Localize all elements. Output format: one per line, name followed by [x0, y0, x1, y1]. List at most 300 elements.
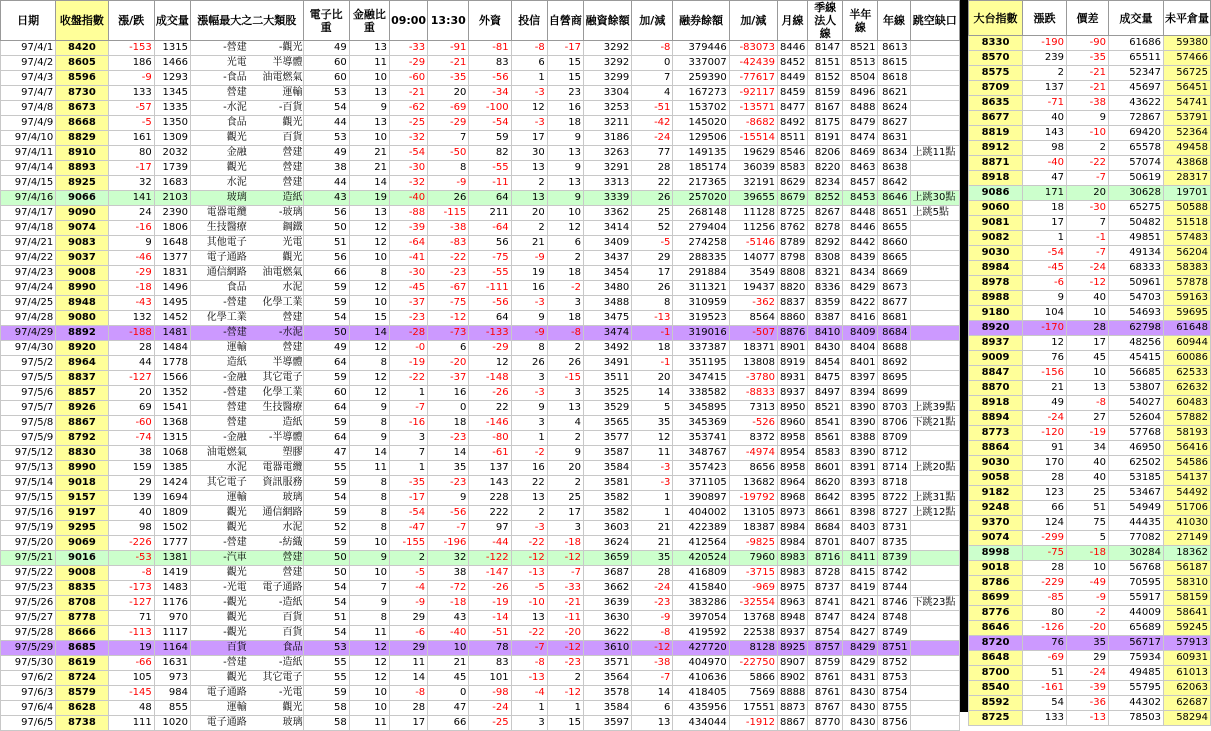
cell-md[interactable]: -5: [632, 236, 673, 251]
cell-a[interactable]: -21: [389, 86, 427, 101]
futures-cell-ro[interactable]: 58310: [1164, 576, 1211, 591]
cell-v[interactable]: 1352: [154, 386, 190, 401]
futures-cell-rv[interactable]: 56768: [1109, 561, 1164, 576]
cell-ma[interactable]: 8820: [777, 281, 807, 296]
cell-v[interactable]: 1377: [154, 251, 190, 266]
cell-b[interactable]: -22: [428, 251, 469, 266]
column-header[interactable]: 融券餘額: [673, 1, 729, 41]
futures-cell-ri[interactable]: 9030: [969, 246, 1023, 261]
cell-m[interactable]: 3584: [583, 701, 631, 716]
cell-h[interactable]: 8416: [843, 311, 878, 326]
cell-ma[interactable]: 8679: [777, 191, 807, 206]
futures-cell-rc[interactable]: -54: [1023, 246, 1067, 261]
cell-f[interactable]: 11: [349, 716, 389, 731]
cell-it[interactable]: -3: [511, 86, 547, 101]
cell-it[interactable]: 13: [511, 161, 547, 176]
cell-e[interactable]: 60: [303, 56, 349, 71]
cell-q[interactable]: 8151: [808, 56, 843, 71]
cell-i[interactable]: 9066: [56, 191, 108, 206]
futures-cell-rc[interactable]: -299: [1023, 531, 1067, 546]
cell-d[interactable]: 97/5/19: [1, 521, 56, 536]
cell-fi[interactable]: 82: [469, 146, 511, 161]
top-sectors-cell[interactable]: [190, 611, 303, 626]
futures-cell-rv[interactable]: 72867: [1109, 111, 1164, 126]
futures-cell-rv[interactable]: 56717: [1109, 636, 1164, 651]
cell-it[interactable]: -8: [511, 41, 547, 56]
cell-y[interactable]: 8749: [878, 626, 910, 641]
cell-m[interactable]: 3571: [583, 656, 631, 671]
cell-sdd[interactable]: -969: [729, 581, 777, 596]
cell-i[interactable]: 8920: [56, 341, 108, 356]
cell-md[interactable]: 18: [632, 341, 673, 356]
futures-cell-ro[interactable]: 18362: [1164, 546, 1211, 561]
cell-g[interactable]: [910, 326, 959, 341]
cell-h[interactable]: 8434: [843, 266, 878, 281]
top-sectors-cell[interactable]: [190, 596, 303, 611]
cell-md[interactable]: -7: [632, 671, 673, 686]
cell-d[interactable]: 97/4/15: [1, 176, 56, 191]
cell-f[interactable]: 8: [349, 521, 389, 536]
futures-cell-rs[interactable]: -21: [1067, 66, 1109, 81]
cell-a[interactable]: -54: [389, 146, 427, 161]
futures-cell-rv[interactable]: 55917: [1109, 591, 1164, 606]
cell-y[interactable]: 8739: [878, 551, 910, 566]
futures-cell-rs[interactable]: 13: [1067, 381, 1109, 396]
cell-i[interactable]: 8673: [56, 101, 108, 116]
cell-sd[interactable]: 9: [547, 446, 583, 461]
futures-cell-rv[interactable]: 57074: [1109, 156, 1164, 171]
cell-g[interactable]: [910, 101, 959, 116]
column-header[interactable]: 月線: [777, 1, 807, 41]
cell-sdd[interactable]: 5866: [729, 671, 777, 686]
cell-h[interactable]: 8429: [843, 656, 878, 671]
futures-cell-ri[interactable]: 8984: [969, 261, 1023, 276]
cell-md[interactable]: 7: [632, 71, 673, 86]
cell-b[interactable]: 14: [428, 446, 469, 461]
cell-i[interactable]: 8619: [56, 656, 108, 671]
futures-cell-rs[interactable]: 17: [1067, 336, 1109, 351]
futures-cell-ro[interactable]: 60086: [1164, 351, 1211, 366]
futures-cell-ro[interactable]: 43868: [1164, 156, 1211, 171]
cell-md[interactable]: -1: [632, 356, 673, 371]
cell-sd[interactable]: 23: [547, 86, 583, 101]
cell-it[interactable]: -9: [511, 326, 547, 341]
cell-b[interactable]: -83: [428, 236, 469, 251]
cell-c[interactable]: 20: [108, 386, 154, 401]
cell-ma[interactable]: 8919: [777, 356, 807, 371]
cell-q[interactable]: 8620: [808, 476, 843, 491]
futures-cell-rv[interactable]: 54949: [1109, 501, 1164, 516]
cell-g[interactable]: [910, 86, 959, 101]
cell-c[interactable]: 40: [108, 506, 154, 521]
cell-s[interactable]: 153702: [673, 101, 729, 116]
cell-fi[interactable]: -29: [469, 341, 511, 356]
cell-m[interactable]: 3529: [583, 401, 631, 416]
cell-v[interactable]: 1164: [154, 641, 190, 656]
cell-d[interactable]: 97/4/24: [1, 281, 56, 296]
futures-cell-ri[interactable]: 8725: [969, 711, 1023, 726]
cell-sdd[interactable]: -507: [729, 326, 777, 341]
futures-cell-rc[interactable]: 21: [1023, 381, 1067, 396]
cell-md[interactable]: 1: [632, 491, 673, 506]
cell-a[interactable]: 29: [389, 611, 427, 626]
cell-h[interactable]: 8393: [843, 476, 878, 491]
cell-sdd[interactable]: -3780: [729, 371, 777, 386]
cell-b[interactable]: -7: [428, 521, 469, 536]
cell-md[interactable]: -13: [632, 311, 673, 326]
cell-c[interactable]: 38: [108, 446, 154, 461]
column-header[interactable]: 金融比重: [349, 1, 389, 41]
cell-a[interactable]: -39: [389, 221, 427, 236]
column-header[interactable]: 日期: [1, 1, 56, 41]
cell-a[interactable]: -64: [389, 236, 427, 251]
cell-b[interactable]: 26: [428, 191, 469, 206]
futures-cell-rs[interactable]: -8: [1067, 396, 1109, 411]
cell-i[interactable]: 8829: [56, 131, 108, 146]
cell-g[interactable]: [910, 371, 959, 386]
cell-md[interactable]: -38: [632, 656, 673, 671]
cell-fi[interactable]: -133: [469, 326, 511, 341]
cell-d[interactable]: 97/5/6: [1, 386, 56, 401]
cell-md[interactable]: -12: [632, 641, 673, 656]
top-sectors-cell[interactable]: [190, 86, 303, 101]
cell-ma[interactable]: 8925: [777, 641, 807, 656]
cell-ma[interactable]: 8449: [777, 71, 807, 86]
cell-e[interactable]: 58: [303, 701, 349, 716]
futures-cell-rs[interactable]: -1: [1067, 231, 1109, 246]
cell-fi[interactable]: 228: [469, 491, 511, 506]
cell-sdd[interactable]: 11256: [729, 221, 777, 236]
cell-b[interactable]: 10: [428, 641, 469, 656]
top-sectors-cell[interactable]: [190, 266, 303, 281]
cell-s[interactable]: 129506: [673, 131, 729, 146]
cell-e[interactable]: 54: [303, 491, 349, 506]
futures-column-header[interactable]: 大台指數: [969, 1, 1023, 36]
cell-it[interactable]: -4: [511, 686, 547, 701]
cell-v[interactable]: 2390: [154, 206, 190, 221]
cell-m[interactable]: 3577: [583, 431, 631, 446]
cell-s[interactable]: 345369: [673, 416, 729, 431]
futures-cell-rs[interactable]: -10: [1067, 126, 1109, 141]
cell-f[interactable]: 8: [349, 506, 389, 521]
cell-h[interactable]: 8442: [843, 236, 878, 251]
cell-ma[interactable]: 8789: [777, 236, 807, 251]
futures-cell-ri[interactable]: 8870: [969, 381, 1023, 396]
cell-a[interactable]: -28: [389, 326, 427, 341]
futures-cell-rv[interactable]: 45415: [1109, 351, 1164, 366]
cell-s[interactable]: 274258: [673, 236, 729, 251]
cell-v[interactable]: 1424: [154, 476, 190, 491]
cell-md[interactable]: -3: [632, 476, 673, 491]
cell-v[interactable]: 1566: [154, 371, 190, 386]
cell-f[interactable]: 12: [349, 641, 389, 656]
futures-cell-ri[interactable]: 9081: [969, 216, 1023, 231]
cell-v[interactable]: 1350: [154, 116, 190, 131]
cell-v[interactable]: 1293: [154, 71, 190, 86]
cell-it[interactable]: 22: [511, 476, 547, 491]
cell-sd[interactable]: -15: [547, 371, 583, 386]
cell-ma[interactable]: 8446: [777, 41, 807, 56]
cell-it[interactable]: -22: [511, 536, 547, 551]
cell-q[interactable]: 8220: [808, 161, 843, 176]
top-sectors-cell[interactable]: [190, 671, 303, 686]
cell-ma[interactable]: 8937: [777, 386, 807, 401]
cell-v[interactable]: 1648: [154, 236, 190, 251]
cell-s[interactable]: 416809: [673, 566, 729, 581]
cell-y[interactable]: 8727: [878, 506, 910, 521]
futures-cell-rs[interactable]: -24: [1067, 666, 1109, 681]
cell-it[interactable]: 1: [511, 431, 547, 446]
cell-fi[interactable]: -56: [469, 71, 511, 86]
cell-h[interactable]: 8429: [843, 281, 878, 296]
cell-s[interactable]: 259390: [673, 71, 729, 86]
cell-v[interactable]: 1452: [154, 311, 190, 326]
cell-q[interactable]: 8454: [808, 356, 843, 371]
futures-cell-rs[interactable]: 40: [1067, 291, 1109, 306]
cell-h[interactable]: 8439: [843, 251, 878, 266]
cell-f[interactable]: 10: [349, 536, 389, 551]
futures-cell-rs[interactable]: 5: [1067, 531, 1109, 546]
cell-ma[interactable]: 8492: [777, 116, 807, 131]
top-sectors-cell[interactable]: [190, 491, 303, 506]
cell-q[interactable]: 8741: [808, 596, 843, 611]
cell-s[interactable]: 145020: [673, 116, 729, 131]
cell-h[interactable]: 8407: [843, 536, 878, 551]
cell-it[interactable]: -10: [511, 596, 547, 611]
cell-s[interactable]: 288335: [673, 251, 729, 266]
cell-it[interactable]: 8: [511, 341, 547, 356]
cell-sd[interactable]: 9: [547, 161, 583, 176]
cell-y[interactable]: 8684: [878, 326, 910, 341]
cell-d[interactable]: 97/5/9: [1, 431, 56, 446]
cell-f[interactable]: 8: [349, 476, 389, 491]
cell-sdd[interactable]: -83073: [729, 41, 777, 56]
cell-g[interactable]: [910, 626, 959, 641]
cell-i[interactable]: 8835: [56, 581, 108, 596]
futures-cell-ri[interactable]: 8912: [969, 141, 1023, 156]
column-header[interactable]: 電子比重: [303, 1, 349, 41]
cell-fi[interactable]: -98: [469, 686, 511, 701]
futures-cell-ro[interactable]: 57882: [1164, 411, 1211, 426]
cell-c[interactable]: -29: [108, 266, 154, 281]
cell-fi[interactable]: 222: [469, 506, 511, 521]
cell-h[interactable]: 8513: [843, 56, 878, 71]
cell-sdd[interactable]: -22750: [729, 656, 777, 671]
cell-v[interactable]: 1631: [154, 656, 190, 671]
cell-a[interactable]: -19: [389, 356, 427, 371]
cell-i[interactable]: 8948: [56, 296, 108, 311]
cell-s[interactable]: 319523: [673, 311, 729, 326]
cell-fi[interactable]: -148: [469, 371, 511, 386]
cell-ma[interactable]: 8973: [777, 506, 807, 521]
cell-m[interactable]: 3578: [583, 686, 631, 701]
cell-h[interactable]: 8448: [843, 206, 878, 221]
cell-q[interactable]: 8292: [808, 236, 843, 251]
cell-e[interactable]: 58: [303, 716, 349, 731]
cell-it[interactable]: 3: [511, 416, 547, 431]
cell-ma[interactable]: 8725: [777, 206, 807, 221]
futures-cell-ro[interactable]: 50588: [1164, 201, 1211, 216]
cell-g[interactable]: [910, 431, 959, 446]
cell-it[interactable]: 13: [511, 491, 547, 506]
cell-h[interactable]: 8397: [843, 371, 878, 386]
cell-md[interactable]: 8: [632, 296, 673, 311]
cell-sdd[interactable]: 13105: [729, 506, 777, 521]
cell-fi[interactable]: 59: [469, 131, 511, 146]
cell-v[interactable]: 1739: [154, 161, 190, 176]
futures-cell-rc[interactable]: 104: [1023, 306, 1067, 321]
futures-cell-rv[interactable]: 69420: [1109, 126, 1164, 141]
cell-sdd[interactable]: -4974: [729, 446, 777, 461]
cell-i[interactable]: 8867: [56, 416, 108, 431]
futures-cell-ri[interactable]: 8648: [969, 651, 1023, 666]
cell-a[interactable]: -30: [389, 266, 427, 281]
cell-q[interactable]: 8252: [808, 191, 843, 206]
cell-d[interactable]: 97/5/13: [1, 461, 56, 476]
cell-y[interactable]: 8677: [878, 296, 910, 311]
cell-s[interactable]: 217365: [673, 176, 729, 191]
cell-f[interactable]: 9: [349, 596, 389, 611]
cell-d[interactable]: 97/5/27: [1, 611, 56, 626]
cell-v[interactable]: 855: [154, 701, 190, 716]
cell-y[interactable]: 8688: [878, 341, 910, 356]
cell-e[interactable]: 64: [303, 401, 349, 416]
cell-q[interactable]: 8175: [808, 116, 843, 131]
cell-it[interactable]: -3: [511, 116, 547, 131]
cell-e[interactable]: 53: [303, 131, 349, 146]
futures-cell-rv[interactable]: 54703: [1109, 291, 1164, 306]
cell-it[interactable]: 3: [511, 371, 547, 386]
cell-i[interactable]: 8685: [56, 641, 108, 656]
cell-ma[interactable]: 8629: [777, 176, 807, 191]
cell-s[interactable]: 337007: [673, 56, 729, 71]
futures-cell-ri[interactable]: 8699: [969, 591, 1023, 606]
cell-y[interactable]: 8756: [878, 716, 910, 731]
cell-b[interactable]: -91: [428, 41, 469, 56]
cell-m[interactable]: 3584: [583, 461, 631, 476]
futures-cell-rv[interactable]: 65275: [1109, 201, 1164, 216]
cell-i[interactable]: 8893: [56, 161, 108, 176]
cell-m[interactable]: 3291: [583, 161, 631, 176]
cell-md[interactable]: 21: [632, 521, 673, 536]
cell-b[interactable]: 6: [428, 341, 469, 356]
column-header[interactable]: 加/減: [729, 1, 777, 41]
top-sectors-cell[interactable]: [190, 686, 303, 701]
cell-q[interactable]: 8728: [808, 566, 843, 581]
cell-s[interactable]: 420524: [673, 551, 729, 566]
top-sectors-cell[interactable]: [190, 626, 303, 641]
top-sectors-cell[interactable]: [190, 371, 303, 386]
cell-g[interactable]: [910, 251, 959, 266]
futures-cell-rs[interactable]: 40: [1067, 471, 1109, 486]
cell-g[interactable]: [910, 566, 959, 581]
cell-y[interactable]: 8665: [878, 251, 910, 266]
futures-cell-rv[interactable]: 57768: [1109, 426, 1164, 441]
top-sectors-cell[interactable]: [190, 56, 303, 71]
cell-sd[interactable]: -12: [547, 686, 583, 701]
cell-i[interactable]: 8964: [56, 356, 108, 371]
cell-i[interactable]: 9080: [56, 311, 108, 326]
futures-cell-ri[interactable]: 9086: [969, 186, 1023, 201]
cell-i[interactable]: 8605: [56, 56, 108, 71]
cell-g[interactable]: [910, 281, 959, 296]
cell-it[interactable]: -8: [511, 656, 547, 671]
cell-e[interactable]: 50: [303, 326, 349, 341]
cell-q[interactable]: 8359: [808, 296, 843, 311]
futures-cell-ri[interactable]: 9370: [969, 516, 1023, 531]
cell-d[interactable]: 97/4/1: [1, 41, 56, 56]
futures-cell-rc[interactable]: -85: [1023, 591, 1067, 606]
cell-md[interactable]: -8: [632, 626, 673, 641]
cell-ma[interactable]: 8459: [777, 86, 807, 101]
cell-fi[interactable]: -51: [469, 626, 511, 641]
futures-cell-rc[interactable]: 170: [1023, 456, 1067, 471]
futures-cell-ri[interactable]: 8700: [969, 666, 1023, 681]
cell-a[interactable]: -62: [389, 101, 427, 116]
cell-ma[interactable]: 8984: [777, 536, 807, 551]
cell-h[interactable]: 8404: [843, 341, 878, 356]
cell-a[interactable]: -17: [389, 491, 427, 506]
column-header[interactable]: 09:00: [389, 1, 427, 41]
cell-b[interactable]: -115: [428, 206, 469, 221]
cell-md[interactable]: -24: [632, 131, 673, 146]
cell-c[interactable]: 28: [108, 341, 154, 356]
cell-y[interactable]: 8714: [878, 461, 910, 476]
cell-it[interactable]: -5: [511, 581, 547, 596]
cell-ma[interactable]: 8808: [777, 266, 807, 281]
cell-q[interactable]: 8336: [808, 281, 843, 296]
cell-q[interactable]: 8661: [808, 506, 843, 521]
cell-sd[interactable]: 16: [547, 101, 583, 116]
futures-cell-rv[interactable]: 65578: [1109, 141, 1164, 156]
cell-b[interactable]: -23: [428, 431, 469, 446]
cell-m[interactable]: 3292: [583, 41, 631, 56]
cell-a[interactable]: 14: [389, 671, 427, 686]
cell-sdd[interactable]: -15514: [729, 131, 777, 146]
cell-ma[interactable]: 8837: [777, 296, 807, 311]
cell-s[interactable]: 310959: [673, 296, 729, 311]
cell-sd[interactable]: 15: [547, 716, 583, 731]
cell-fi[interactable]: 143: [469, 476, 511, 491]
cell-q[interactable]: 8234: [808, 176, 843, 191]
cell-sdd[interactable]: -5146: [729, 236, 777, 251]
cell-b[interactable]: -29: [428, 116, 469, 131]
cell-ma[interactable]: 8975: [777, 581, 807, 596]
cell-i[interactable]: 8792: [56, 431, 108, 446]
futures-cell-ri[interactable]: 8918: [969, 396, 1023, 411]
cell-g[interactable]: [910, 116, 959, 131]
cell-sdd[interactable]: 36039: [729, 161, 777, 176]
cell-f[interactable]: 9: [349, 551, 389, 566]
cell-i[interactable]: 9157: [56, 491, 108, 506]
cell-i[interactable]: 9016: [56, 551, 108, 566]
cell-f[interactable]: 12: [349, 341, 389, 356]
cell-fi[interactable]: 64: [469, 191, 511, 206]
futures-cell-ro[interactable]: 56204: [1164, 246, 1211, 261]
cell-h[interactable]: 8422: [843, 296, 878, 311]
cell-y[interactable]: 8692: [878, 356, 910, 371]
cell-e[interactable]: 50: [303, 566, 349, 581]
cell-g[interactable]: [910, 41, 959, 56]
cell-a[interactable]: -41: [389, 251, 427, 266]
cell-it[interactable]: 1: [511, 701, 547, 716]
cell-s[interactable]: 412564: [673, 536, 729, 551]
futures-column-header[interactable]: 成交量: [1109, 1, 1164, 36]
cell-a[interactable]: -7: [389, 401, 427, 416]
cell-q[interactable]: 8430: [808, 341, 843, 356]
cell-b[interactable]: -56: [428, 506, 469, 521]
cell-sdd[interactable]: 7313: [729, 401, 777, 416]
